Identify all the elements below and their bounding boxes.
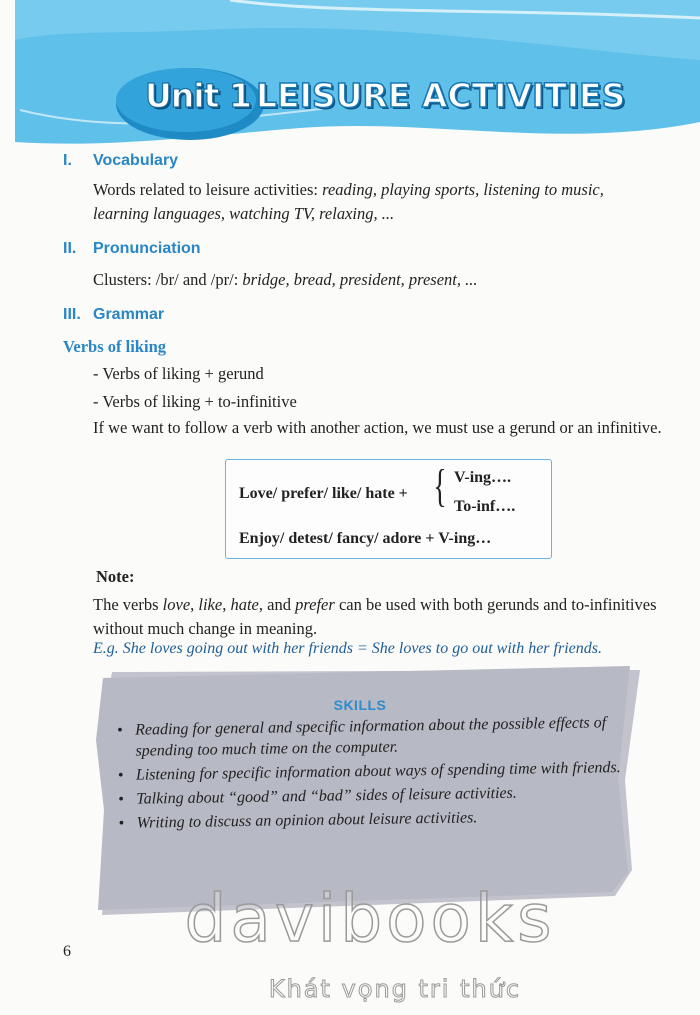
- note-verb: prefer: [295, 595, 335, 614]
- bullet-icon: •: [118, 790, 124, 808]
- note-pre: The verbs: [93, 595, 163, 614]
- pronunciation-examples: bridge, bread, president, present, ...: [242, 270, 478, 289]
- watermark-logo: davibooks: [184, 880, 556, 957]
- section-vocabulary-heading: [63, 152, 178, 170]
- bullet-icon: •: [117, 766, 124, 784]
- section-number: III.: [63, 306, 81, 323]
- formula-option-ving: V-ing….: [454, 469, 512, 486]
- grammar-rule-1: - Verbs of liking + gerund: [93, 364, 264, 383]
- watermark-tagline: Khát vọng tri thức: [268, 975, 522, 1003]
- section-number: II.: [63, 240, 77, 257]
- section-number: I.: [63, 152, 72, 169]
- unit-title: LEISURE ACTIVITIES: [256, 76, 626, 115]
- page-number: 6: [63, 943, 71, 960]
- section-grammar-heading: [63, 306, 164, 324]
- grammar-rule-2: - Verbs of liking + to-infinitive: [93, 392, 297, 411]
- note-sep: ,: [190, 595, 199, 614]
- note-verb: love: [162, 595, 191, 614]
- pronunciation-text: [93, 268, 663, 292]
- grammar-explanation: If we want to follow a verb with another action, we must use a gerund or an infinitive.: [93, 418, 662, 437]
- formula-verbs-gerund: Enjoy/ detest/ fancy/ adore + V-ing…: [239, 530, 492, 547]
- formula-brace: {: [433, 460, 447, 511]
- note-sep: , and: [258, 595, 296, 614]
- skill-text: Writing to discuss an opinion about leisure activities.: [136, 809, 478, 832]
- formula-option-toinf: To-inf….: [454, 498, 516, 515]
- skill-text: Listening for specific information about ways of spending time with friends.: [135, 759, 621, 784]
- pronunciation-intro: Clusters: /br/ and /pr/:: [93, 270, 239, 289]
- grammar-formula-box: [225, 459, 552, 559]
- section-pronunciation-heading: [63, 240, 201, 258]
- note-text: [93, 593, 668, 641]
- vocabulary-text: [93, 178, 663, 226]
- section-title: Grammar: [93, 306, 165, 323]
- note-verb: hate: [230, 595, 259, 614]
- note-post: can be used with both gerunds and to-infinitives without much change in meaning.: [93, 595, 657, 638]
- note-verb: like: [198, 595, 223, 614]
- formula-verbs-both: Love/ prefer/ like/ hate +: [239, 485, 408, 502]
- list-item: [115, 712, 621, 762]
- bullet-icon: •: [117, 721, 123, 739]
- section-title: Pronunciation: [93, 240, 201, 257]
- skills-title: SKILLS: [333, 697, 387, 713]
- grammar-subtitle: Verbs of liking: [63, 337, 166, 356]
- note-sep: ,: [222, 595, 231, 614]
- note-label: Note:: [96, 567, 135, 586]
- skill-text: Reading for general and specific information about the possible effects of spending too much time on the computer.: [135, 714, 607, 760]
- vocabulary-examples: reading, playing sports, listening to music, learning languages, watching TV, relaxing, ...: [93, 180, 604, 223]
- bullet-icon: •: [118, 814, 125, 832]
- skill-text: Talking about “good” and “bad” sides of leisure activities.: [136, 784, 517, 808]
- unit-label: Unit 1: [145, 76, 251, 115]
- section-title: Vocabulary: [93, 152, 179, 169]
- vocabulary-intro: Words related to leisure activities:: [93, 180, 319, 199]
- skills-list: [115, 712, 622, 837]
- list-item: [116, 805, 621, 834]
- grammar-example: E.g. She loves going out with her friends = She loves to go out with her friends.: [93, 640, 602, 657]
